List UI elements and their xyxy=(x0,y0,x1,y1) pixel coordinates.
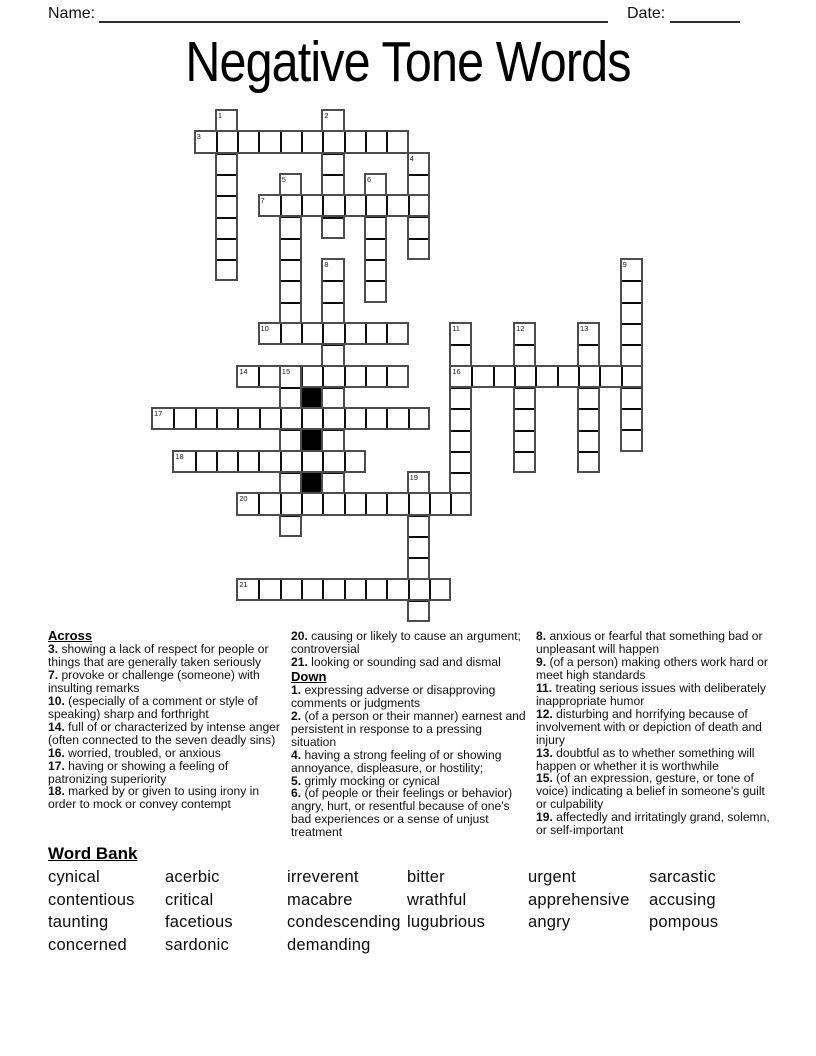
word-bank-word: condescending xyxy=(287,913,401,932)
cell-divider xyxy=(386,367,388,386)
cell-number-21: 21 xyxy=(239,579,248,589)
cell-divider xyxy=(408,409,410,428)
word-bank-word: macabre xyxy=(287,890,353,909)
word-bank-word: concerned xyxy=(48,936,127,955)
cell-divider xyxy=(366,259,385,261)
cell-divider xyxy=(322,367,324,386)
clue-number: 21. xyxy=(291,654,308,669)
cell-number-4: 4 xyxy=(409,153,414,163)
cell-divider xyxy=(515,451,534,453)
cell-divider xyxy=(322,132,324,151)
clue-down-19: 19. affectedly and irritatingly grand, solemn, or self-important xyxy=(536,810,770,838)
cell-divider xyxy=(622,408,641,410)
cell-divider xyxy=(366,238,385,240)
clue-number: 14. xyxy=(48,719,65,734)
clue-down-1: 1. expressing adverse or disapproving comments or judgments xyxy=(291,682,496,710)
word-bank-word: lugubrious xyxy=(407,913,486,932)
clue-number: 18. xyxy=(48,784,65,799)
clue-down-8: 8. anxious or fearful that something bad or unpleasant will happen xyxy=(536,629,763,656)
cell-number-11: 11 xyxy=(452,324,460,333)
cell-divider xyxy=(322,409,324,428)
cell-divider xyxy=(429,494,431,513)
cell-divider xyxy=(323,302,342,304)
clue-column-middle xyxy=(291,630,529,839)
word-bank-word: cynical xyxy=(48,868,100,886)
cell-number-15: 15 xyxy=(281,366,291,376)
clue-number: 13. xyxy=(536,745,553,760)
cell-divider xyxy=(493,367,495,386)
cell-divider xyxy=(281,302,300,304)
page-title: Negative Tone Words xyxy=(185,30,631,94)
cell-divider xyxy=(451,451,470,453)
clue-down-6: 6. (of people or their feelings or behavior) angry, hurt, or resentful because of one's bad experiences or a sense of unjust treatment xyxy=(291,786,513,840)
answer-word-6-down[interactable] xyxy=(364,173,387,303)
cell-divider xyxy=(599,367,601,386)
answer-word-10-across[interactable] xyxy=(258,322,409,345)
word-bank-heading: Word Bank xyxy=(48,844,138,863)
clue-down-15: 15. (of an expression, gesture, or tone of voice) indicating a belief in someone's guilt or culpability xyxy=(536,771,765,812)
down-heading: Down xyxy=(291,668,327,684)
clue-across-20: 20. causing or likely to cause an argument; controversial xyxy=(291,629,521,656)
cell-divider xyxy=(258,580,260,599)
cell-divider xyxy=(301,452,303,471)
cell-divider xyxy=(344,409,346,428)
cell-number-16: 16 xyxy=(452,366,461,376)
cell-divider xyxy=(301,324,303,343)
cell-divider xyxy=(622,280,641,282)
cell-divider xyxy=(386,580,388,599)
cell-divider xyxy=(408,580,410,599)
cell-divider xyxy=(365,367,367,386)
cell-divider xyxy=(344,196,346,215)
word-bank-word: contentious xyxy=(48,890,135,909)
clue-column-left xyxy=(48,628,286,811)
answer-word-16-across[interactable] xyxy=(449,365,643,388)
cell-divider xyxy=(280,324,282,343)
cell-divider xyxy=(280,132,282,151)
cell-divider xyxy=(237,452,239,471)
cell-divider xyxy=(301,196,303,215)
cell-divider xyxy=(237,132,239,151)
cell-divider xyxy=(515,344,534,346)
cell-number-13: 13 xyxy=(580,324,589,333)
cell-divider xyxy=(365,580,367,599)
cell-number-20: 20 xyxy=(239,494,248,504)
cell-number-9: 9 xyxy=(622,260,627,270)
clue-number: 9. xyxy=(536,654,547,669)
word-bank-word: urgent xyxy=(528,868,576,886)
cell-divider xyxy=(515,408,534,410)
cell-divider xyxy=(471,367,473,386)
word-bank-word: critical xyxy=(165,890,214,909)
cell-divider xyxy=(280,409,282,428)
word-bank-word: facetious xyxy=(165,913,233,932)
black-cell xyxy=(300,471,323,494)
clue-down-4: 4. having a strong feeling of or showing annoyance, displeasure, or hostility; xyxy=(291,747,502,775)
cell-divider xyxy=(217,238,236,240)
cell-divider xyxy=(622,344,641,346)
word-bank-word: angry xyxy=(528,913,571,932)
answer-word-7-across[interactable] xyxy=(258,194,430,217)
cell-divider xyxy=(217,217,236,219)
clue-number: 6. xyxy=(291,786,302,801)
word-bank-word: sardonic xyxy=(165,936,229,955)
cell-divider xyxy=(386,324,388,343)
cell-divider xyxy=(408,494,410,513)
answer-word-17-across[interactable] xyxy=(151,407,430,430)
cell-number-12: 12 xyxy=(516,324,525,333)
word-bank-word: sarcastic xyxy=(649,868,716,886)
clue-across-21: 21. looking or sounding sad and dismal xyxy=(291,654,501,669)
cell-divider xyxy=(409,174,428,176)
across-heading: Across xyxy=(48,628,93,643)
cell-divider xyxy=(322,324,324,343)
cell-divider xyxy=(195,409,197,428)
cell-divider xyxy=(323,280,342,282)
cell-number-10: 10 xyxy=(260,324,269,333)
cell-divider xyxy=(323,174,342,176)
cell-divider xyxy=(216,132,218,151)
cell-divider xyxy=(386,494,388,513)
cell-divider xyxy=(259,409,261,428)
clue-column-right xyxy=(536,630,772,837)
clue-down-2: 2. (of a person or their manner) earnest and persistent in response to a pressing situation xyxy=(291,708,526,749)
clue-number: 17. xyxy=(48,758,65,773)
clue-down-12: 12. disturbing and horrifying because of involvement with or depiction of death and injury xyxy=(536,706,762,747)
cell-divider xyxy=(173,409,175,428)
word-bank-list xyxy=(48,866,772,957)
word-bank-word: acerbic xyxy=(165,868,220,886)
cell-divider xyxy=(281,280,300,282)
cell-divider xyxy=(195,452,197,471)
cell-divider xyxy=(344,452,346,471)
cell-number-8: 8 xyxy=(324,260,329,270)
cell-divider xyxy=(578,367,580,386)
clue-number: 20. xyxy=(291,629,308,643)
answer-word-9-down[interactable] xyxy=(620,258,643,452)
clue-across-3: 3. showing a lack of respect for people or things that are generally taken seriously xyxy=(48,642,269,669)
clue-number: 12. xyxy=(536,706,553,721)
clue-across-14: 14. full of or characterized by intense anger (often connected to the seven deadly sins) xyxy=(48,719,280,747)
cell-divider xyxy=(258,452,260,471)
cell-divider xyxy=(322,494,324,513)
cell-divider xyxy=(258,494,260,513)
cell-divider xyxy=(515,430,534,432)
cell-divider xyxy=(344,580,346,599)
word-bank-word: apprehensive xyxy=(528,890,630,909)
cell-divider xyxy=(281,387,300,389)
answer-word-11-down[interactable] xyxy=(449,322,472,516)
clue-down-13: 13. doubtful as to whether something will happen or whether it is worthwhile xyxy=(536,745,755,773)
cell-divider xyxy=(301,409,303,428)
cell-divider xyxy=(281,238,300,240)
cell-divider xyxy=(365,196,367,215)
clue-across-17: 17. having or showing a feeling of patronizing superiority xyxy=(48,758,229,786)
cell-divider xyxy=(281,259,300,261)
word-bank-word: pompous xyxy=(649,913,719,932)
cell-divider xyxy=(408,196,410,215)
cell-divider xyxy=(366,280,385,282)
cell-divider xyxy=(344,132,346,151)
cell-divider xyxy=(216,409,218,428)
cell-divider xyxy=(451,344,470,346)
clue-number: 3. xyxy=(48,642,59,656)
clue-number: 16. xyxy=(48,745,65,760)
cell-divider xyxy=(344,324,346,343)
clue-number: 5. xyxy=(291,773,302,788)
cell-divider xyxy=(258,367,260,386)
answer-word-21-across[interactable] xyxy=(236,578,451,601)
black-cell xyxy=(300,429,323,452)
cell-divider xyxy=(365,409,367,428)
cell-divider xyxy=(365,132,367,151)
cell-number-1: 1 xyxy=(217,111,223,120)
cell-divider xyxy=(535,367,537,386)
cell-divider xyxy=(409,238,428,240)
cell-divider xyxy=(579,344,598,346)
answer-word-20-across[interactable] xyxy=(236,492,472,515)
cell-divider xyxy=(217,259,236,261)
clue-across-16: 16. worried, troubled, or anxious xyxy=(48,745,221,760)
clue-number: 8. xyxy=(536,629,547,643)
clue-number: 11. xyxy=(536,680,553,695)
cell-number-6: 6 xyxy=(367,174,372,184)
clue-across-18: 18. marked by or given to using irony in order to mock or convey contempt xyxy=(48,784,260,812)
cell-divider xyxy=(344,494,346,513)
cell-divider xyxy=(451,408,470,410)
cell-divider xyxy=(579,430,598,432)
cell-divider xyxy=(322,452,324,471)
cell-number-2: 2 xyxy=(324,111,329,120)
clue-across-10: 10. (especially of a comment or style of speaking) sharp and forthright xyxy=(48,693,258,721)
clue-number: 2. xyxy=(291,708,302,723)
cell-divider xyxy=(429,580,431,599)
clue-across-7: 7. provoke or challenge (someone) with insulting remarks xyxy=(48,667,260,695)
cell-divider xyxy=(322,196,324,215)
word-bank-word: accusing xyxy=(649,890,716,909)
clue-number: 10. xyxy=(48,693,65,708)
cell-number-18: 18 xyxy=(175,451,184,461)
cell-divider xyxy=(451,430,470,432)
word-bank-word: bitter xyxy=(407,868,445,886)
answer-word-14-across[interactable] xyxy=(236,365,408,388)
clue-number: 7. xyxy=(48,667,59,682)
clue-down-5: 5. grimly mocking or cynical xyxy=(291,773,440,788)
cell-number-17: 17 xyxy=(154,409,163,419)
cell-divider xyxy=(622,302,641,304)
cell-divider xyxy=(409,557,428,559)
cell-divider xyxy=(280,452,282,471)
cell-divider xyxy=(386,132,388,151)
clue-down-9: 9. (of a person) making others work hard or meet high standards xyxy=(536,654,768,682)
answer-word-3-across[interactable] xyxy=(194,130,409,153)
cell-divider xyxy=(450,494,452,513)
cell-divider xyxy=(557,367,559,386)
cell-divider xyxy=(579,408,598,410)
clue-number: 1. xyxy=(291,682,302,697)
cell-divider xyxy=(451,472,470,474)
answer-word-12-down[interactable] xyxy=(513,322,536,473)
word-bank-word: demanding xyxy=(287,936,371,955)
cell-divider xyxy=(344,367,346,386)
word-bank-word: taunting xyxy=(48,913,109,932)
cell-divider xyxy=(579,451,598,453)
cell-divider xyxy=(217,174,236,176)
cell-divider xyxy=(217,195,236,197)
clue-number: 4. xyxy=(291,747,302,762)
cell-divider xyxy=(386,409,388,428)
cell-divider xyxy=(280,494,282,513)
cell-divider xyxy=(301,132,303,151)
cell-divider xyxy=(301,494,303,513)
cell-number-19: 19 xyxy=(409,473,418,483)
cell-number-14: 14 xyxy=(239,366,248,376)
cell-number-7: 7 xyxy=(260,196,265,206)
cell-number-3: 3 xyxy=(196,132,201,142)
clue-number: 15. xyxy=(536,771,553,786)
cell-divider xyxy=(365,494,367,513)
clue-down-11: 11. treating serious issues with deliberately inappropriate humor xyxy=(536,680,766,708)
cell-number-5: 5 xyxy=(281,174,286,184)
clue-number: 19. xyxy=(536,810,553,825)
cell-divider xyxy=(409,536,428,538)
answer-word-13-down[interactable] xyxy=(577,322,600,473)
cell-divider xyxy=(622,323,641,325)
cell-divider xyxy=(621,367,623,386)
answer-word-2-down[interactable] xyxy=(321,109,344,239)
word-bank-word: wrathful xyxy=(407,890,467,909)
cell-divider xyxy=(514,367,516,386)
cell-divider xyxy=(237,409,239,428)
cell-divider xyxy=(258,132,260,151)
cell-divider xyxy=(280,196,282,215)
answer-word-18-across[interactable] xyxy=(172,450,366,473)
black-cell xyxy=(300,386,323,409)
word-bank-word: irreverent xyxy=(287,868,359,886)
cell-divider xyxy=(622,429,641,431)
cell-divider xyxy=(322,580,324,599)
cell-divider xyxy=(386,196,388,215)
cell-divider xyxy=(365,324,367,343)
cell-divider xyxy=(280,580,282,599)
cell-divider xyxy=(216,452,218,471)
cell-divider xyxy=(301,580,303,599)
name-label: Name: xyxy=(48,5,96,22)
date-label: Date: xyxy=(627,5,666,22)
